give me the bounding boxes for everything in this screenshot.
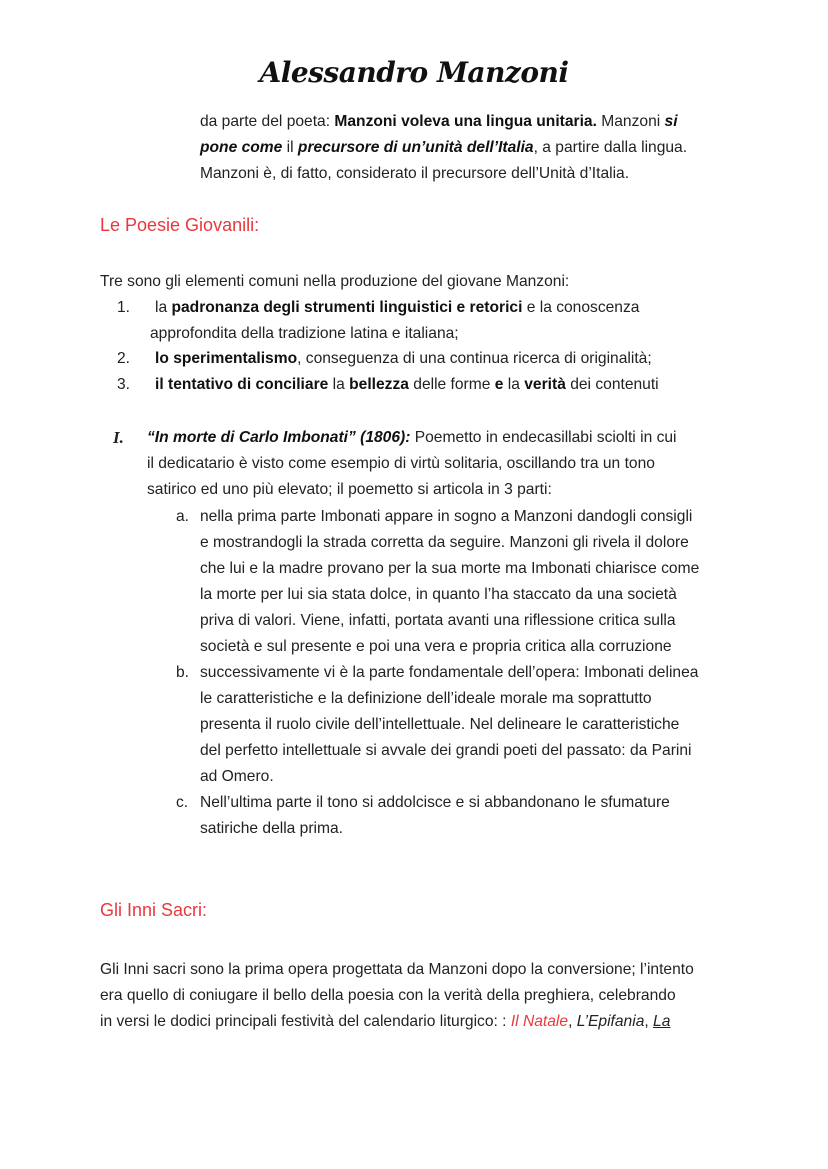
text-line xyxy=(147,425,677,451)
section-heading: Le Poesie Giovanili: xyxy=(100,215,260,235)
text-run: padronanza degli strumenti linguistici e retorici xyxy=(171,299,523,316)
list-marker: 2. xyxy=(117,350,131,367)
text-line xyxy=(100,269,569,295)
text-line xyxy=(200,816,343,842)
text-run: , a partire dalla lingua. xyxy=(533,138,688,156)
text-line xyxy=(155,346,652,372)
text-run: società e sul presente e poi una vera e propria critica alla corruzione xyxy=(200,637,672,655)
text-run: delle forme xyxy=(408,376,495,393)
text-run: Manzoni voleva una lingua unitaria. xyxy=(334,113,597,130)
text-run: del perfetto intellettuale si avvale dei grandi poeti del passato: da Parini xyxy=(200,741,692,759)
text-run: verità xyxy=(524,376,566,393)
text-line xyxy=(150,321,459,347)
list-marker: 1. xyxy=(117,299,131,316)
text-run: , xyxy=(644,1012,654,1030)
text-run: e xyxy=(494,376,504,393)
text-run: si xyxy=(664,113,678,130)
text-run: Il Natale xyxy=(510,1012,569,1030)
text-run[interactable]: La xyxy=(653,1012,671,1030)
text-run: “In morte di Carlo Imbonati” (1806): xyxy=(147,429,411,446)
text-run: pone come xyxy=(200,138,283,156)
text-run: ad Omero. xyxy=(200,767,274,785)
text-line xyxy=(200,161,629,187)
text-run: la xyxy=(503,376,525,393)
text-run: , conseguenza di una continua ricerca di originalità; xyxy=(297,350,652,367)
list-marker: a. xyxy=(176,508,190,525)
text-run: nella prima parte Imbonati appare in sogno a Manzoni dandogli consigli xyxy=(200,508,693,525)
text-run: la xyxy=(155,299,172,316)
text-run: Nell’ultima parte il tono si addolcisce e si abbandonano le sfumature xyxy=(200,794,670,811)
text-run: approfondita della tradizione latina e italiana; xyxy=(150,324,459,342)
text-line xyxy=(200,634,672,660)
text-run: precursore di un’unità dell’Italia xyxy=(297,138,534,156)
section-heading: Gli Inni Sacri: xyxy=(100,900,208,920)
text-run: il tentativo di conciliare xyxy=(155,376,329,393)
text-line xyxy=(100,983,676,1009)
text-run: Manzoni è, di fatto, considerato il precursore dell’Unità d’Italia. xyxy=(200,164,630,182)
text-line xyxy=(200,608,676,634)
list-marker: 3. xyxy=(117,376,131,393)
text-run: la morte per lui sia stata dolce, in quanto l’ha staccato da una società xyxy=(200,585,677,603)
text-line xyxy=(200,712,679,738)
text-line xyxy=(100,957,694,983)
text-run: la xyxy=(328,376,350,393)
text-run: lo sperimentalismo xyxy=(155,350,298,367)
text-line xyxy=(200,135,687,161)
text-line xyxy=(155,372,659,398)
text-line xyxy=(200,660,698,686)
text-run: satirico ed uno più elevato; il poemetto si articola in 3 parti: xyxy=(147,480,552,498)
text-run: e la conoscenza xyxy=(522,299,640,316)
text-run: Manzoni xyxy=(596,113,665,130)
text-line xyxy=(200,556,699,582)
text-run: Poemetto in endecasillabi sciolti in cui xyxy=(410,429,677,446)
text-run: il xyxy=(282,138,298,156)
text-run: satiriche della prima. xyxy=(200,819,344,837)
text-line xyxy=(200,764,274,790)
text-line xyxy=(200,790,670,816)
text-run: , xyxy=(568,1012,577,1030)
text-line xyxy=(147,451,655,477)
text-run: le caratteristiche e la definizione dell’ideale morale ma soprattutto xyxy=(200,689,652,707)
list-marker: b. xyxy=(176,664,190,681)
text-line xyxy=(147,477,552,503)
list-marker: I. xyxy=(113,428,124,447)
text-line xyxy=(200,530,689,556)
text-run: priva di valori. Viene, infatti, portata avanti una riflessione critica sulla xyxy=(200,611,676,629)
text-run: in versi le dodici principali festività del calendario liturgico: : xyxy=(100,1012,511,1030)
text-run: dei contenuti xyxy=(565,376,659,393)
text-run: da parte del poeta: xyxy=(200,113,335,130)
text-line xyxy=(100,1009,670,1035)
text-run: Gli Inni sacri sono la prima opera progettata da Manzoni dopo la conversione; l’intento xyxy=(100,961,694,978)
document-title: Alessandro Manzoni xyxy=(259,56,569,89)
text-line xyxy=(200,686,652,712)
text-run: L’Epifania xyxy=(576,1012,645,1030)
text-run: che lui e la madre provano per la sua morte ma Imbonati chiarisce come xyxy=(200,559,700,577)
text-line xyxy=(155,295,639,321)
text-run: il dedicatario è visto come esempio di virtù solitaria, oscillando tra un tono xyxy=(147,454,655,472)
text-run: bellezza xyxy=(349,376,409,393)
text-line xyxy=(200,738,692,764)
text-line xyxy=(200,582,677,608)
text-line xyxy=(200,109,678,135)
text-run: Tre sono gli elementi comuni nella produzione del giovane Manzoni: xyxy=(100,273,570,290)
list-marker: c. xyxy=(176,794,189,811)
text-run: e mostrandogli la strada corretta da seguire. Manzoni gli rivela il dolore xyxy=(200,533,689,551)
text-run: presenta il ruolo civile dell’intellettuale. Nel delineare le caratteristiche xyxy=(200,715,680,733)
text-run: era quello di coniugare il bello della poesia con la verità della preghiera, celebrando xyxy=(100,986,676,1004)
text-run: successivamente vi è la parte fondamentale dell’opera: Imbonati delinea xyxy=(200,664,699,681)
text-line xyxy=(200,504,692,530)
